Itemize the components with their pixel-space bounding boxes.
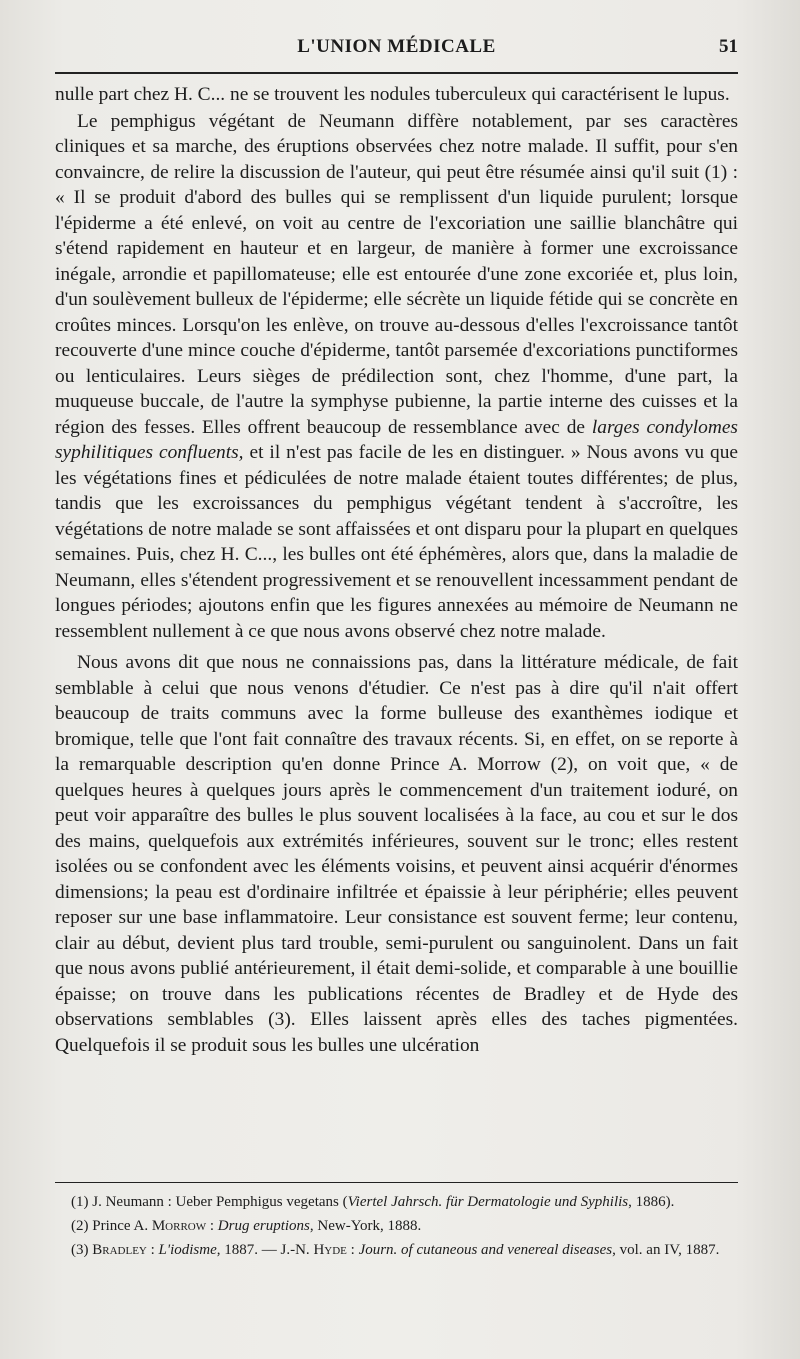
running-head: L'UNION MÉDICALE [297,36,496,57]
page-number: 51 [719,36,738,57]
footnote-2-sep: : [206,1218,218,1234]
footnote-3-sep-2: , 1887. — J.-N. [216,1242,314,1258]
header-rule [55,72,738,74]
footnote-1-end: , 1886). [628,1194,675,1210]
footnote-2-author: Morrow [151,1218,207,1234]
footnote-2-text: (2) Prince A. [71,1218,152,1234]
footnote-rule [55,1182,738,1183]
footnote-3-sep-3: : [346,1242,359,1258]
paragraph-2-text-a: Le pemphigus végétant de Neumann diffère notablement, par ses caractères cliniques et sa marche, des éruptions observées chez notre malade. Il suffit, pour s'en convaincre, de relire la discussion de l'auteur, qui peut être résumée ainsi qu'il suit (1) : « Il se produit d'abord des bulles qui se remplissent d'un liquide purulent; lorsque l'épiderme a été enlevé, on voit au centre de l'excoriation une saillie blanchâtre qui s'étend rapidement en hauteur et en largeur, de manière à former une excroissance inégale, arrondie et papillomateuse; elle est entourée d'une zone excoriée et, plus loin, d'un soulèvement bulleux de l'épiderme; elle sécrète un liquide fétide qui se concrète en croûtes minces. Lorsqu'on les enlève, on trouve au-dessous d'elles l'excroissance tantôt recouverte d'une mince couche d'épiderme, tantôt parsemée d'excoriations punctiformes ou lenticulaires. Leurs sièges de prédilection sont, chez l'homme, d'une part, la muqueuse buccale, de l'autre la symphyse pubienne, la partie interne des cuisses et la région des fesses. Elles offrent beaucoup de ressemblance avec de [55,110,738,438]
footnote-2-title: Drug eruptions [217,1218,310,1234]
page-header [55,36,738,66]
paragraph-3: Nous avons dit que nous ne connaissions pas, dans la littérature médicale, de fait semblable à celui que nous venons d'étudier. Ce n'est pas à dire qu'il n'ait offert beaucoup de traits communs avec la forme bulleuse des exanthèmes iodique et bromique, telle que l'ont fait connaître des travaux récents. Si, en effet, on se reporte à la remarquable description qu'en donne Prince A. Morrow (2), on voit que, « de quelques heures à quelques jours après le commencement d'un traitement ioduré, on peut voir apparaître des bulles le plus souvent localisées à la face, au cou et sur le dos des mains, quelquefois aux extrémités inférieures, souvent sur le tronc; elles restent isolées ou se confondent avec les éléments voisins, et peuvent ainsi acquérir d'énormes dimensions; la peau est d'ordinaire infiltrée et épaissie à leur périphérie; elles peuvent reposer sur une base inflammatoire. Leur consistance est souvent ferme; leur contenu, clair au début, devient plus tard trouble, semi-purulent ou sanguinolent. Dans un fait que nous avons publié antérieurement, il était demi-solide, et comparable à une bouillie épaisse; on trouve dans les publications récentes de Bradley et de Hyde des observations semblables (3). Elles laissent après elles des taches pigmentées. Quelquefois il se produit sous les bulles une ulcération [55,652,738,1056]
footnote-2 [55,1216,738,1237]
paragraph-2 [55,109,738,645]
footnote-3 [55,1240,738,1261]
footnote-3-title-1: L'iodisme [158,1242,217,1258]
paragraph-2-text-b: et il n'est pas facile de les en distinguer. » Nous avons vu que les végétations fines et pédiculées de notre malade étaient toutes différentes; de plus, tandis que les excroissances du pemphigus végétant tendent à s'accroître, les végétations de notre malade se sont affaissées et ont disparu pour la plupart en quelques semaines. Puis, chez H. C..., les bulles ont été éphémères, alors que, dans la maladie de Neumann, elles s'étendent progressivement et se renouvellent incessamment pendant de longues périodes; ajoutons enfin que les figures annexées au mémoire de Neumann ne ressemblent nullement à ce que nous avons observé chez notre malade. [55,442,739,642]
footnote-3-text: (3) [71,1242,93,1258]
footnote-3-title-2: Journ. of cutaneous and venereal diseases [358,1242,613,1258]
footnote-3-end: , vol. an IV, 1887. [612,1242,720,1258]
footnote-1 [55,1192,738,1213]
paragraph-2-italic: larges condylomes syphilitiques confluents, [55,416,738,463]
footnote-1-text: (1) J. Neumann : Ueber Pemphigus vegetans ( [71,1194,348,1210]
paragraph-1: nulle part chez H. C... ne se trouvent les nodules tuberculeux qui caractérisent le lupus. [55,84,730,105]
footnote-1-title: Viertel Jahrsch. für Dermatologie und Syphilis [347,1194,629,1210]
footnote-3-sep-1: : [146,1242,159,1258]
footnote-2-end: , New-York, 1888. [309,1218,422,1234]
footnotes [55,1192,738,1264]
footnote-3-author-1: Bradley [92,1242,147,1258]
footnote-3-author-2: Hyde [313,1242,347,1258]
article-body [55,82,738,1058]
